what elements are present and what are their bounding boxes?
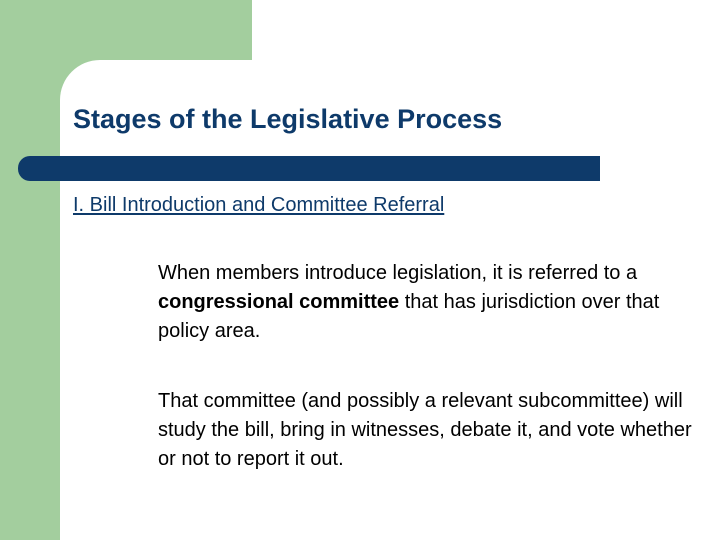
paragraph-committee-referral: [158, 259, 703, 346]
paragraph-committee-study: That committee (and possibly a relevant subcommittee) will study the bill, bring in witnesses, debate it, and vote whether or not to report it out.: [158, 390, 692, 470]
paragraph-text: that has jurisdiction over that policy area.: [158, 291, 660, 342]
slide-title: Stages of the Legislative Process: [73, 104, 503, 134]
paragraph-text: When members introduce legislation, it is referred to a: [158, 262, 638, 284]
section-heading: I. Bill Introduction and Committee Referral: [73, 194, 445, 216]
title-underline-bar: [18, 156, 600, 181]
background-green-left-strip: [0, 0, 60, 540]
bold-term: congressional committee: [158, 291, 400, 313]
